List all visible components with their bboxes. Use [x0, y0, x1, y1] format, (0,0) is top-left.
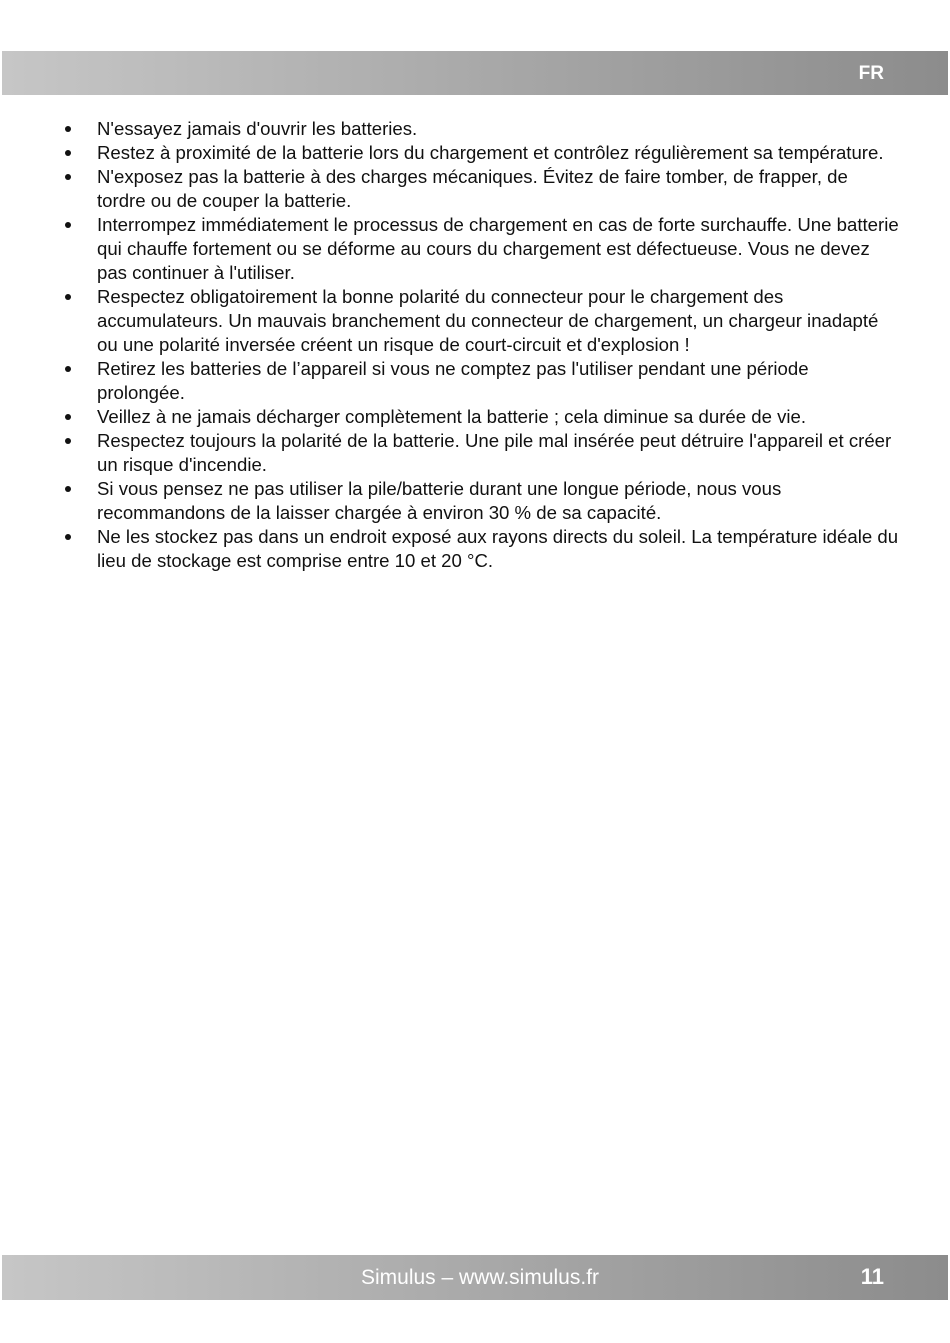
bullet-icon	[65, 486, 71, 492]
list-item	[60, 429, 900, 477]
list-item-text: Restez à proximité de la batterie lors du chargement et contrôlez régulièrement sa température.	[97, 142, 884, 163]
list-item-text: N'essayez jamais d'ouvrir les batteries.	[97, 118, 418, 139]
header-bar	[2, 51, 948, 95]
page-content	[60, 117, 900, 573]
bullet-icon	[65, 438, 71, 444]
footer-bar	[2, 1255, 948, 1300]
list-item	[60, 477, 900, 525]
language-label: FR	[858, 63, 884, 84]
list-item	[60, 165, 900, 213]
list-item-text: Si vous pensez ne pas utiliser la pile/batterie durant une longue période, nous vous recommandons de la laisser chargée à environ 30 % de sa capacité.	[97, 478, 782, 523]
list-item	[60, 213, 900, 285]
bullet-icon	[65, 126, 71, 132]
list-item-text: Respectez obligatoirement la bonne polarité du connecteur pour le chargement des accumulateurs. Un mauvais branchement du connecteur de chargement, un chargeur inadapté ou une polarité inversée créent un risque de court-circuit et d'explosion !	[97, 286, 879, 355]
list-item-text: Interrompez immédiatement le processus de chargement en cas de forte surchauffe. Une batterie qui chauffe fortement ou se déforme au cours du chargement est défectueuse. Vous ne devez pas continuer à l'utiliser.	[97, 214, 899, 283]
list-item-text: Ne les stockez pas dans un endroit exposé aux rayons directs du soleil. La température idéale du lieu de stockage est comprise entre 10 et 20 °C.	[97, 526, 899, 571]
page-number: 11	[860, 1264, 884, 1289]
list-item-text: Retirez les batteries de l’appareil si vous ne comptez pas l'utiliser pendant une période prolongée.	[97, 358, 809, 403]
list-item	[60, 141, 900, 165]
bullet-icon	[65, 534, 71, 540]
bullet-icon	[65, 222, 71, 228]
bullet-icon	[65, 366, 71, 372]
list-item	[60, 285, 900, 357]
list-item	[60, 525, 900, 573]
list-item	[60, 357, 900, 405]
list-item-text: Respectez toujours la polarité de la batterie. Une pile mal insérée peut détruire l'appareil et créer un risque d'incendie.	[97, 430, 892, 475]
bullet-icon	[65, 150, 71, 156]
list-item-text: N'exposez pas la batterie à des charges mécaniques. Évitez de faire tomber, de frapper, de tordre ou de couper la batterie.	[97, 166, 848, 211]
bullet-icon	[65, 414, 71, 420]
bullet-icon	[65, 294, 71, 300]
bullet-icon	[65, 174, 71, 180]
list-item	[60, 117, 900, 141]
safety-list	[60, 117, 900, 573]
list-item-text: Veillez à ne jamais décharger complètement la batterie ; cela diminue sa durée de vie.	[97, 406, 807, 427]
list-item	[60, 405, 900, 429]
footer-brand-text: Simulus – www.simulus.fr	[360, 1266, 600, 1289]
